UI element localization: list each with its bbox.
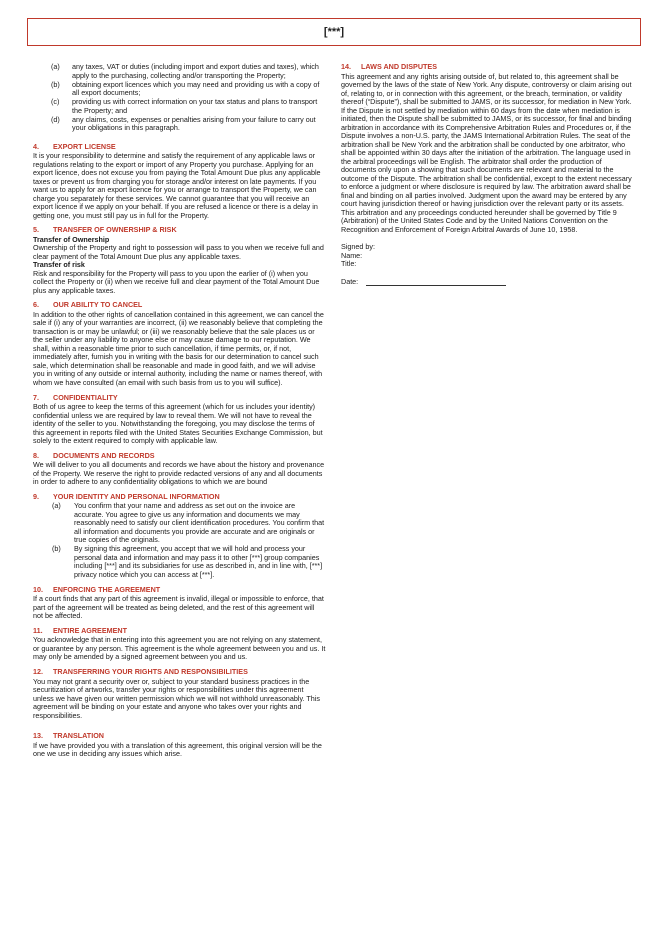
- section-translation: [33, 732, 326, 759]
- section-heading: 11. ENTIRE AGREEMENT: [33, 625, 128, 635]
- section-transferring-rights: [33, 668, 326, 720]
- left-column: [33, 63, 326, 765]
- date-signature-line[interactable]: [366, 278, 506, 286]
- section-body: You may not grant a security over or, subject to your standard business practices in the securitization of artworks, transfer your rights or responsibilities under this agreement unless we have given our written permission which we will not withhold unreasonably. This agreement will be binding on your estate and anyone who takes over your rights and responsibilities.: [33, 676, 320, 720]
- section-body: Risk and responsibility for the Property will pass to you upon the earlier of (i) when you collect the Property or (ii) when we receive full and clear payment of the Total Amount Due plus any applicable taxes.: [33, 268, 320, 295]
- section-heading: 10. ENFORCING THE AGREEMENT: [33, 584, 161, 594]
- section-body: You acknowledge that in entering into this agreement you are not relying on any statement, or guarantee by any person. This agreement is the whole agreement between you and us. It may only be amended by a signed agreement between you and us.: [33, 635, 326, 662]
- section-body: This agreement and any rights arising outside of, but related to, this agreement shall be governed by the laws of the state of New York. Any dispute, controversy or claim arising out of, relating to, or in connection with this agreement, or the breach, termination, or validity thereof (“Dispute”), shall be submitted to JAMS, or its successor, for mediation in New York. If the Dispute is not settled by mediation within 60 days from the date when mediation is initiated, then the Dispute shall be submitted to JAMS, or its successor, for final and binding arbitration in accordance with its Comprehensive Arbitration Rules and Procedures or, if the Dispute involves a non-U.S. party, the JAMS International Arbitration Rules. The seat of the arbitration shall be New York and the arbitration shall be conducted by one arbitrator, who shall be appointed within 30 days after the initiation of the arbitration. The language used in the arbitral proceedings will be English. The arbitrator shall order the production of documents only upon a showing that such documents are relevant and material to the outcome of the Dispute. The arbitration shall be confidential, except to the extent necessary to enforce a judgment or where disclosure is required by law. The arbitration award shall be final and binding on all parties involved. Judgment upon the award may be entered by any court having jurisdiction thereof or having jurisdiction over the relevant party or its assets. This arbitration and any proceedings conducted hereunder shall be governed by Title 9 (Arbitration) of the United States Code and by the United Nations Convention on the Recognition and Enforcement of Foreign Arbitral Awards of June 10, 1958.: [341, 71, 632, 234]
- list-item: (a) any taxes, VAT or duties (including import and export duties and taxes), which apply to the purchasing, collecting and/or transporting the Property;: [51, 62, 319, 80]
- section-body: If a court finds that any part of this agreement is invalid, illegal or impossible to enforce, that part of the agreement will be treated as being deleted, and the rest of this agreement will not be affected.: [33, 594, 324, 621]
- title-label: Title:: [341, 259, 357, 268]
- document-header: [27, 18, 641, 46]
- section-heading: 14. LAWS AND DISPUTES: [341, 62, 438, 71]
- intro-items: [33, 63, 326, 133]
- section-body: If we have provided you with a translation of this agreement, this original version will be the one we use in deciding any issues which arise.: [33, 740, 322, 758]
- list-item: (b) By signing this agreement, you accept that we will hold and process your personal data and information and may pass it to other [***] group companies including [***] and its subsidiaries for use as described in, and in line with, [***] privacy notice which you can access at [***].: [52, 544, 323, 579]
- section-heading: 4. EXPORT LICENSE: [33, 141, 116, 151]
- section-enforcing-agreement: [33, 586, 326, 621]
- list-item: (a) You confirm that your name and address as set out on the invoice are accurate. You agree to give us any information and documents we may reasonably need to satisfy our client identification procedures. You confirm that all information and documents you provide are accurate and are originals or true copies of the originals.: [52, 501, 325, 545]
- date-label: Date:: [341, 276, 359, 286]
- section-body: Ownership of the Property and right to possession will pass to you when we receive full and clear payment of the Total Amount Due plus any applicable taxes.: [33, 243, 324, 261]
- header-title: [***]: [323, 26, 345, 38]
- section-heading: 9. YOUR IDENTITY AND PERSONAL INFORMATION: [33, 491, 220, 501]
- section-heading: 13. TRANSLATION: [33, 731, 104, 740]
- list-item: (c) providing us with correct information on your tax status and plans to transport the Property; and: [51, 97, 318, 115]
- signature-block: [341, 243, 634, 286]
- section-heading: 8. DOCUMENTS AND RECORDS: [33, 450, 155, 460]
- section-transfer-ownership: [33, 226, 326, 295]
- section-entire-agreement: [33, 627, 326, 662]
- section-heading: 6. OUR ABILITY TO CANCEL: [33, 300, 143, 310]
- name-label: Name:: [341, 250, 363, 260]
- list-item: (b) obtaining export licences which you may need and providing us with a copy of all export documents;: [51, 79, 320, 97]
- section-body: It is your responsibility to determine and satisfy the requirement of any applicable laws or regulations relating to the export or import of any Property you purchase. Applying for an export licence, does not excuse you from paying the Total Amount Due plus any applicable taxes or prevent us from charging you for storage and/or interest on late payments. If you want us to apply for an export licence for you or arrange to transport the Property, we can charge you separately for these services. We cannot guarantee that you will receive an export licence if we apply on your behalf. If you are refused a licence or there is a delay in getting one, you must still pay us in full for the Property.: [33, 151, 321, 220]
- section-body: Both of us agree to keep the terms of this agreement (which for us includes your identity) confidential unless we are required by law to reveal them. We will not have to reveal the identity of the seller to you. Notwithstanding the foregoing, you may disclose the terms of this agreement in reports filed with the United States Securities Exchange Commission, but solely to the extent required to comply with applicable law.: [33, 402, 323, 446]
- section-body: We will deliver to you all documents and records we have about the history and provenance of the Property. We reserve the right to provide redacted versions of any and all documents in order to adhere to any confidentiality obligations to which we are bound: [33, 460, 325, 487]
- subheading: Transfer of Ownership: [33, 234, 110, 244]
- section-laws-disputes: [341, 63, 634, 234]
- section-identity-information: [33, 493, 326, 580]
- section-heading: 7. CONFIDENTIALITY: [33, 392, 118, 402]
- section-heading: 12. TRANSFERRING YOUR RIGHTS AND RESPONSIBILITIES: [33, 667, 248, 676]
- section-export-license: [33, 143, 326, 221]
- section-heading: 5. TRANSFER OF OWNERSHIP & RISK: [33, 225, 177, 235]
- list-item: (d) any claims, costs, expenses or penalties arising from your failure to carry out your obligations in this paragraph.: [51, 114, 316, 132]
- date-line: [341, 278, 634, 287]
- section-confidentiality: [33, 394, 326, 446]
- right-column: [341, 63, 634, 287]
- section-documents-records: [33, 452, 326, 487]
- section-ability-to-cancel: [33, 301, 326, 387]
- subheading: Transfer of risk: [33, 260, 85, 270]
- signed-by-label: Signed by:: [341, 242, 375, 251]
- section-body: In addition to the other rights of cancellation contained in this agreement, we can cancel the sale if (i) any of your warranties are incorrect, (ii) we reasonably believe that completing the transaction is or may be unlawful; or (iii) we reasonably believe that the sale places us or the seller under any liability to anyone else or may cause damage to our reputation. We shall, within a reasonable time prior to such cancellation, if time permits, or, if not, immediately after, furnish you in writing with the basis for our determination to cancel such sale, which determination shall be reasonable and made in good faith, and we will advise you in writing of any outside or internal authority, including the name or names thereof, with whom we have consulted (an email with such basis from us to you will suffice).: [33, 309, 324, 387]
